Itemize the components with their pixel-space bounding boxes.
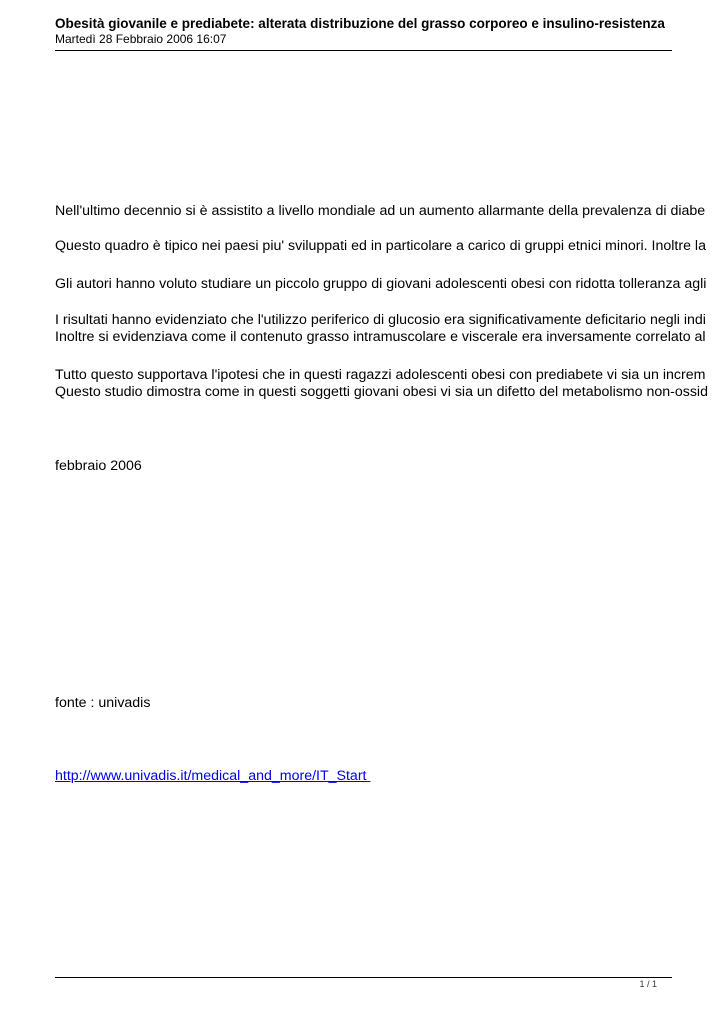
paragraph-line: I risultati hanno evidenziato che l'utilizzo periferico di glucosio era significativamente deficitario negli indi	[55, 312, 706, 328]
paragraph-3	[55, 276, 725, 293]
paragraph-5	[55, 367, 725, 401]
source-link[interactable]: http://www.univadis.it/medical_and_more/IT_Start	[55, 768, 371, 784]
footer-divider	[55, 977, 672, 978]
publication-month: febbraio 2006	[55, 458, 142, 474]
paragraph-2	[55, 238, 725, 255]
paragraph-line: Tutto questo supportava l'ipotesi che in questi ragazzi adolescenti obesi con prediabete vi sia un increm	[55, 367, 706, 383]
page-number: 1 / 1	[639, 979, 657, 989]
paragraph-line: Questo studio dimostra come in questi soggetti giovani obesi vi sia un difetto del metabolismo non-ossid	[55, 384, 708, 400]
paragraph-1	[55, 203, 725, 220]
paragraph-line: Nell'ultimo decennio si è assistito a livello mondiale ad un aumento allarmante della prevalenza di diabe	[55, 203, 706, 219]
paragraph-line: Inoltre si evidenziava come il contenuto grasso intramuscolare e viscerale era inversamente correlato al	[55, 329, 706, 345]
article-date: Martedì 28 Febbraio 2006 16:07	[55, 32, 227, 46]
article-title: Obesità giovanile e prediabete: alterata distribuzione del grasso corporeo e insulino-resistenza	[55, 16, 665, 31]
page-header	[55, 15, 672, 46]
paragraph-4	[55, 312, 725, 346]
source-label: fonte : univadis	[55, 695, 151, 711]
paragraph-line: Questo quadro è tipico nei paesi piu' sviluppati ed in particolare a carico di gruppi etnici minori. Inoltre la	[55, 238, 706, 254]
paragraph-line: Gli autori hanno voluto studiare un piccolo gruppo di giovani adolescenti obesi con ridotta tolleranza agli	[55, 276, 707, 292]
header-divider	[55, 50, 672, 51]
